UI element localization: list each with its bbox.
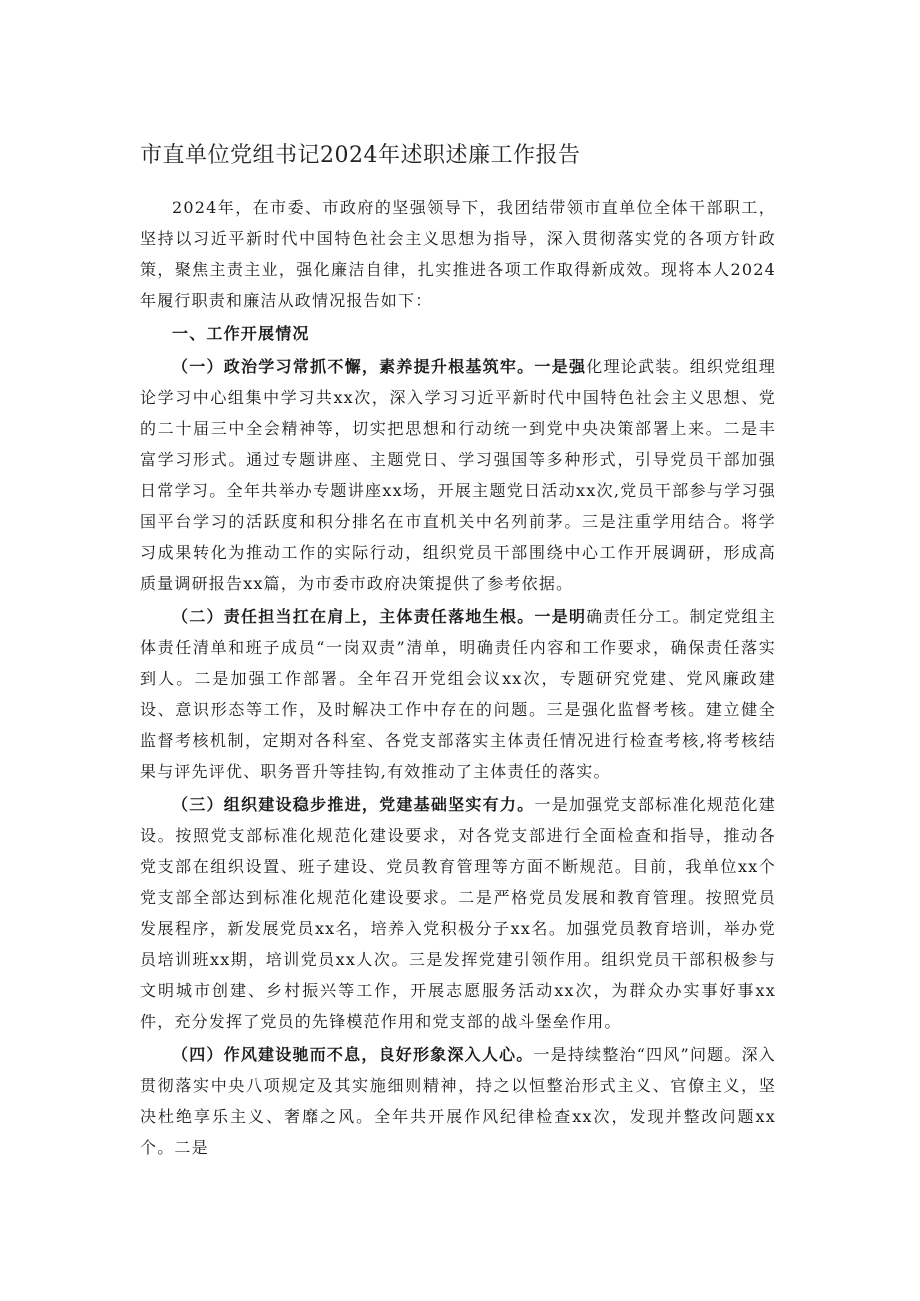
document-body: [140, 192, 776, 1163]
paragraph-lead: （一）政治学习常抓不懈，素养提升根基筑牢。一是强: [172, 357, 587, 376]
paragraph-text: 化理论武装。组织党组理论学习中心组集中学习共xx次，深入学习习近平新时代中国特色社会主义思想、党的二十届三中全会精神等，切实把思想和行动统一到党中央决策部署上来。二是丰富学习形式。通过专题讲座、主题党日、学习强国等多种形式，引导党员干部加强日常学习。全年共举办专题讲座xx场，开展主题党日活动xx次,党员干部参与学习强国平台学习的活跃度和积分排名在市直机关中名列前茅。三是注重学用结合。将学习成果转化为推动工作的实际行动，组织党员干部围绕中心工作开展调研，形成高质量调研报告xx篇，为市委市政府决策提供了参考依据。: [140, 357, 776, 593]
paragraph-text: 确责任分工。制定党组主体责任清单和班子成员“一岗双责”清单，明确责任内容和工作要求，确保责任落实到人。二是加强工作部署。全年召开党组会议xx次，专题研究党建、党风廉政建设、意识形态等工作，及时解决工作中存在的问题。三是强化监督考核。建立健全监督考核机制，定期对各科室、各党支部落实主体责任情况进行检查考核,将考核结果与评先评优、职务晋升等挂钩,有效推动了主体责任的落实。: [140, 607, 776, 781]
intro-paragraph: 2024年，在市委、市政府的坚强领导下，我团结带领市直单位全体干部职工，坚持以习近平新时代中国特色社会主义思想为指导，深入贯彻落实党的各项方针政策，聚焦主责主业，强化廉洁自律，扎实推进各项工作取得新成效。现将本人2024年履行职责和廉洁从政情况报告如下：: [140, 198, 776, 310]
paragraph-lead: （四）作风建设驰而不息，良好形象深入人心。: [172, 1045, 534, 1064]
paragraph-item-2: [140, 601, 776, 787]
paragraph-item-4: [140, 1039, 776, 1163]
section-heading: 一、工作开展情况: [172, 324, 310, 343]
paragraph-item-3: [140, 789, 776, 1037]
paragraph-text: 一是持续整治“四风”问题。深入贯彻落实中央八项规定及其实施细则精神，持之以恒整治形式主义、官僚主义，坚决杜绝享乐主义、奢靡之风。全年共开展作风纪律检查xx次，发现并整改问题xx个。二是: [140, 1045, 776, 1157]
paragraph-lead: （三）组织建设稳步推进，党建基础坚实有力。: [172, 795, 535, 814]
document-title: 市直单位党组书记2024年述职述廉工作报告: [140, 143, 581, 168]
paragraph-lead: （二）责任担当扛在肩上，主体责任落地生根。一是明: [172, 607, 587, 626]
paragraph-item-1: [140, 351, 776, 599]
paragraph-text: 一是加强党支部标准化规范化建设。按照党支部标准化规范化建设要求，对各党支部进行全面检查和指导，推动各党支部在组织设置、班子建设、党员教育管理等方面不断规范。目前，我单位xx个党支部全部达到标准化规范化建设要求。二是严格党员发展和教育管理。按照党员发展程序，新发展党员xx名，培养入党积极分子xx名。加强党员教育培训，举办党员培训班xx期，培训党员xx人次。三是发挥党建引领作用。组织党员干部积极参与文明城市创建、乡村振兴等工作，开展志愿服务活动xx次，为群众办实事好事xx件，充分发挥了党员的先锋模范作用和党支部的战斗堡垒作用。: [140, 795, 776, 1031]
